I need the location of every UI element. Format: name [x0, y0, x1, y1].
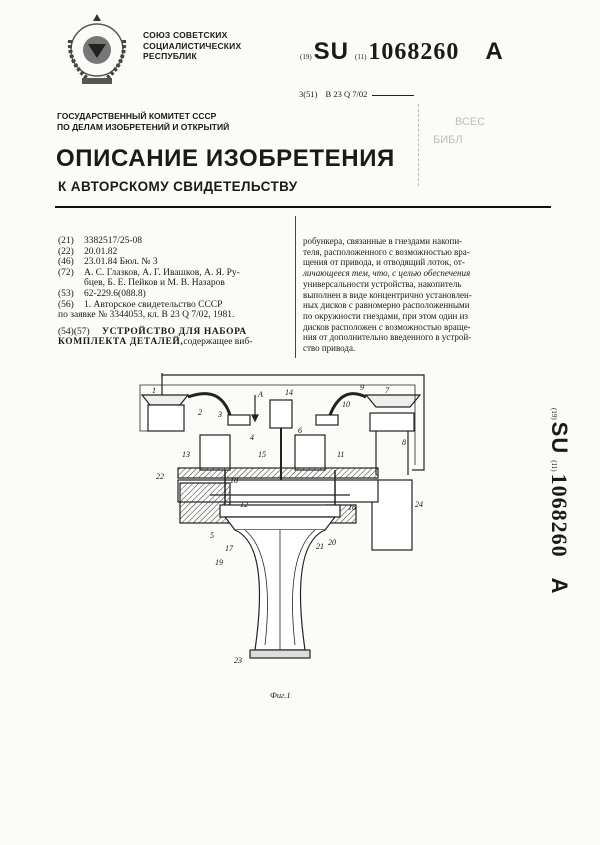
- country-line: РЕСПУБЛИК: [143, 51, 197, 61]
- label-20: 20: [328, 538, 336, 547]
- label-8: 8: [402, 438, 406, 447]
- bib-row: (53) 62-229.6(088.8): [58, 288, 146, 299]
- claim-line: личающееся тем, что, с целью обеспечения: [303, 268, 471, 279]
- label-7: 7: [385, 386, 389, 395]
- left-vibrohopper: [142, 395, 188, 405]
- label-15: 15: [258, 450, 266, 459]
- label-4: 4: [250, 433, 254, 442]
- document-number: [300, 38, 503, 66]
- claim-inid: (54)(57): [58, 326, 90, 337]
- side-patent-number: 1068260: [547, 473, 572, 558]
- label-24: 24: [415, 500, 423, 509]
- bib-row: по заявке № 3344053, кл. В 23 Q 7/02, 1981.: [58, 310, 235, 321]
- committee: [57, 111, 229, 133]
- upper-disk: [178, 468, 378, 478]
- claim-line: по окружности гнездами, при этом один из: [303, 310, 468, 321]
- inid-code-11: (11): [355, 53, 367, 61]
- library-stamp: [418, 104, 537, 186]
- label-13: 13: [182, 450, 190, 459]
- right-motor: [295, 435, 325, 470]
- label-21: 21: [316, 542, 324, 551]
- ipc-prefix: 3(51): [299, 89, 318, 99]
- label-17: 17: [225, 544, 233, 553]
- ipc-code: B 23 Q 7/02: [325, 89, 368, 99]
- state-emblem: [62, 10, 132, 88]
- country-name: [143, 30, 241, 62]
- label-14: 14: [285, 388, 293, 397]
- bib-row: (21) 3382517/25-08: [58, 236, 143, 246]
- side-country-code: SU: [547, 421, 572, 455]
- bib-row: (22) 20.01.82: [58, 246, 118, 257]
- inid-code-19: (19): [300, 53, 312, 61]
- label-16: 16: [348, 503, 356, 512]
- label-A: А: [258, 390, 263, 399]
- patent-number: 1068260: [368, 39, 460, 65]
- country-line: СОЮЗ СОВЕТСКИХ: [143, 30, 228, 40]
- stamp-text: ВСЕС: [455, 116, 486, 128]
- bib-row: (46) 23.01.84 Бюл. № 3: [58, 257, 158, 268]
- left-valve: [228, 415, 250, 425]
- output-tray: [250, 650, 310, 658]
- committee-line: ПО ДЕЛАМ ИЗОБРЕТЕНИЙ И ОТКРЫТИЙ: [57, 122, 230, 132]
- stamp-text: БИБЛ: [433, 134, 463, 146]
- bottom-plate: [220, 505, 340, 517]
- label-1: 1: [152, 386, 156, 395]
- divider: [55, 206, 551, 208]
- bib-row: (72) А. С. Глазков, А. Г. Ивашков, А. Я. Ру-: [58, 267, 240, 278]
- kind-code: A: [485, 38, 503, 65]
- claim-heading: [58, 327, 290, 338]
- claim-line: робункера, связанные в гнездами накопи-: [303, 236, 463, 246]
- claim-line: КОМПЛЕКТА ДЕТАЛЕЙ, содержащее виб-: [58, 337, 253, 348]
- right-valve: [316, 415, 338, 425]
- document-title: ОПИСАНИЕ ИЗОБРЕТЕНИЯ: [56, 145, 395, 172]
- label-23: 23: [234, 656, 242, 665]
- label-6: 6: [298, 426, 302, 435]
- claim-line: универсальности устройства, накопитель: [303, 278, 462, 289]
- side-kind-code: A: [547, 577, 572, 594]
- bib-row: (56) 1. Авторское свидетельство СССР: [58, 299, 223, 310]
- claim-line: теля, расположенного с возможностью вра-: [303, 246, 470, 257]
- claim-line: дисков расположен с возможностью враще-: [303, 321, 471, 332]
- left-motor: [200, 435, 230, 470]
- country-line: СОЦИАЛИСТИЧЕСКИХ: [143, 40, 242, 51]
- claim-line: ных дисков с равномерно расположенными: [303, 300, 470, 311]
- right-vibrohopper-base: [370, 413, 414, 431]
- label-2: 2: [198, 408, 202, 417]
- side-inid-11: (11): [550, 460, 558, 472]
- claim-line: ство привода.: [303, 343, 356, 354]
- collector-ring: [225, 517, 335, 530]
- committee-line: ГОСУДАРСТВЕННЫЙ КОМИТЕТ СССР: [57, 111, 217, 121]
- claim-line: ния от дополнительно введенного в устрой-: [303, 332, 472, 343]
- claim-line: щения от привода, и отводящий лоток, от-: [303, 257, 465, 268]
- claim-text: [303, 236, 528, 354]
- ipc-classification: [299, 89, 414, 99]
- label-10: 10: [342, 400, 350, 409]
- label-19: 19: [215, 558, 223, 567]
- technical-drawing: [130, 365, 435, 665]
- label-22: 22: [156, 472, 164, 481]
- label-12: 12: [240, 500, 248, 509]
- label-11: 11: [337, 450, 345, 459]
- bib-row: бцев, Б. Е. Пейков и М. В. Назаров: [84, 278, 225, 289]
- country-code: SU: [313, 38, 350, 65]
- side-document-number: [528, 408, 572, 668]
- figure-caption: Фиг.1: [270, 690, 291, 700]
- claim-title: УСТРОЙСТВО ДЛЯ НАБОРА: [102, 326, 247, 337]
- right-vibrohopper: [366, 395, 420, 407]
- label-3: 3: [218, 410, 222, 419]
- left-vibrohopper-base: [148, 405, 184, 431]
- column-divider: [295, 216, 296, 358]
- document-subtitle: К АВТОРСКОМУ СВИДЕТЕЛЬСТВУ: [58, 179, 298, 194]
- label-5: 5: [210, 531, 214, 540]
- label-18: 18: [230, 476, 238, 485]
- claim-line: выполнен в виде концентрично установлен-: [303, 289, 472, 300]
- label-9: 9: [360, 383, 364, 392]
- top-drive: [270, 400, 292, 428]
- bibliographic-data: [58, 236, 290, 348]
- side-inid-19: (19): [550, 408, 558, 420]
